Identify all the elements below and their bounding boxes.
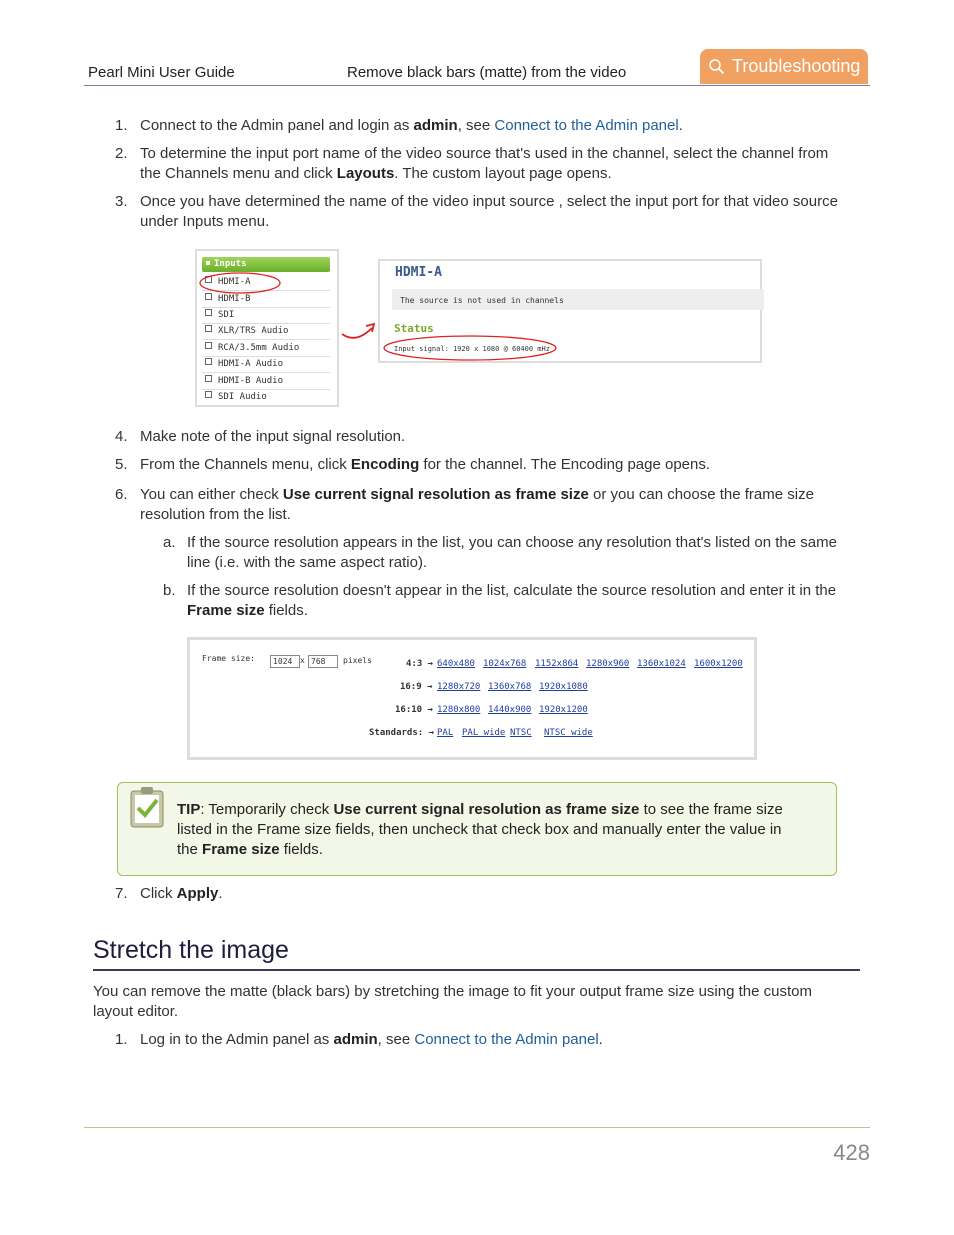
resolution-link[interactable]: 1920x1200 — [539, 705, 588, 715]
step-text: . — [598, 1031, 603, 1048]
input-item[interactable] — [202, 389, 330, 405]
aspect-label: Standards: → — [369, 728, 435, 738]
clipboard-check-icon — [128, 785, 166, 829]
admin-panel-link[interactable]: Connect to the Admin panel — [414, 1031, 599, 1048]
footer-rule — [84, 1127, 870, 1128]
step-text: resolution from the list. — [140, 506, 291, 523]
resolution-link[interactable]: 1024x768 — [483, 659, 527, 669]
step-text: or you can choose the frame size — [588, 486, 814, 503]
input-item-label: HDMI-B Audio — [218, 376, 284, 386]
curved-arrow-icon — [338, 318, 378, 344]
input-item[interactable] — [202, 340, 330, 357]
input-item[interactable] — [202, 323, 330, 340]
step-7 — [140, 884, 223, 904]
bold-term: Frame size — [187, 602, 265, 619]
step-text: the Channels menu and click — [140, 165, 337, 182]
tip-box — [117, 782, 837, 876]
substep-letter: a. — [163, 534, 176, 551]
resolution-link[interactable]: 1280x720 — [437, 682, 481, 692]
substep-letter: b. — [163, 582, 176, 599]
step-number: 3. — [115, 193, 128, 210]
aspect-label: 4:3 → — [406, 659, 434, 669]
step-number: 2. — [115, 145, 128, 162]
badge-label: Troubleshooting — [732, 56, 861, 76]
substep-a — [187, 533, 837, 573]
detail-title: HDMI-A — [395, 265, 442, 280]
step-text: , see — [377, 1031, 415, 1048]
frame-height-input[interactable]: 768 — [308, 655, 338, 668]
input-signal: Input signal: 1920 x 1080 @ 60400 mHz — [394, 345, 550, 353]
step-text: . The custom layout page opens. — [394, 165, 612, 182]
tip-label: TIP — [177, 801, 201, 818]
hdmi-detail-screenshot — [378, 259, 762, 363]
tip-text-part: to see the frame size — [639, 801, 783, 818]
paragraph-line: You can remove the matte (black bars) by stretching the image to fit your output frame size using the custom — [93, 983, 812, 1000]
tip-text-part: the — [177, 841, 203, 858]
resolution-link[interactable]: PAL wide — [462, 728, 506, 738]
section-paragraph — [93, 982, 812, 1022]
resolution-link[interactable]: NTSC wide — [544, 728, 593, 738]
step-number: 6. — [115, 486, 128, 503]
section-title: Remove black bars (matte) from the video — [347, 64, 627, 81]
resolution-link[interactable]: 640x480 — [437, 659, 475, 669]
step-text: From the Channels menu, click — [140, 456, 351, 473]
aspect-label: 16:10 → — [395, 705, 433, 715]
resolution-link[interactable]: 1360x1024 — [637, 659, 686, 669]
tip-text — [177, 800, 827, 860]
inputs-menu-header — [202, 257, 330, 272]
frame-x-label: x — [300, 656, 305, 665]
frame-unit-label: pixels — [343, 656, 372, 665]
step-text: under Inputs menu. — [140, 213, 270, 230]
resolution-link[interactable]: PAL — [437, 728, 454, 738]
step-3 — [140, 192, 838, 232]
status-title: Status — [394, 322, 434, 335]
section-heading: Stretch the image — [93, 936, 289, 964]
step-number: 5. — [115, 456, 128, 473]
frame-size-label: Frame size: — [202, 654, 255, 663]
step-number: 4. — [115, 428, 128, 445]
resolution-link[interactable]: 1280x960 — [586, 659, 630, 669]
step-text: for the channel. The Encoding page opens. — [419, 456, 711, 473]
bold-term: Apply — [176, 885, 219, 902]
highlight-circle — [198, 271, 284, 295]
page-number: 428 — [833, 1140, 870, 1165]
section-rule — [93, 969, 860, 971]
resolution-link[interactable]: 1440x900 — [488, 705, 532, 715]
resolution-link[interactable]: 1280x800 — [437, 705, 481, 715]
step-number: 1. — [115, 1031, 128, 1048]
input-item-label: HDMI-B — [218, 294, 251, 304]
step-6 — [140, 485, 814, 525]
resolution-link[interactable]: 1600x1200 — [694, 659, 743, 669]
input-item[interactable] — [202, 356, 330, 373]
stretch-step-1 — [140, 1030, 603, 1050]
inputs-sidebar-screenshot — [195, 249, 339, 407]
step-text: Once you have determined the name of the video input source , select the input port for that video source — [140, 193, 838, 210]
bold-term: Frame size — [202, 841, 280, 858]
step-text: You can either check — [140, 486, 283, 503]
aspect-label: 16:9 → — [400, 682, 433, 692]
paragraph-line: layout editor. — [93, 1003, 179, 1020]
tip-text-part: fields. — [279, 841, 323, 858]
step-text: To determine the input port name of the video source that's used in the channel, select the channel from — [140, 145, 829, 162]
bold-term: Encoding — [350, 456, 420, 473]
admin-panel-link[interactable]: Connect to the Admin panel — [494, 117, 679, 134]
input-item-label: RCA/3.5mm Audio — [218, 343, 300, 353]
step-1 — [140, 116, 683, 136]
resolution-link[interactable]: NTSC — [510, 728, 532, 738]
step-text: fields. — [264, 602, 308, 619]
step-text: Click — [140, 885, 177, 902]
bold-term: admin — [333, 1031, 378, 1048]
frame-size-screenshot — [187, 637, 757, 760]
bold-term: Layouts — [336, 165, 395, 182]
step-text: , see — [457, 117, 495, 134]
header-rule — [84, 85, 870, 86]
step-text: If the source resolution doesn't appear in the list, calculate the source resolution and enter it in the — [187, 582, 837, 599]
inputs-header-label: Inputs — [214, 259, 247, 269]
highlight-circle — [382, 333, 560, 363]
input-item-label: HDMI-A Audio — [218, 359, 284, 369]
step-text: line (i.e. with the same aspect ratio). — [187, 554, 428, 571]
step-text: . — [678, 117, 683, 134]
step-text: Log in to the Admin panel as — [140, 1031, 334, 1048]
input-item-label: SDI — [218, 310, 235, 320]
input-item-label: HDMI-A — [218, 277, 251, 287]
step-2 — [140, 144, 828, 184]
input-item-label: XLR/TRS Audio — [218, 326, 289, 336]
substep-b — [187, 581, 836, 621]
tip-text-part: listed in the Frame size fields, then uncheck that check box and manually enter the value in — [177, 821, 782, 838]
frame-width-input[interactable]: 1024 — [270, 655, 300, 668]
input-item[interactable] — [202, 373, 330, 390]
input-item-label: SDI Audio — [218, 392, 267, 402]
step-5 — [140, 455, 710, 475]
guide-title: Pearl Mini User Guide — [88, 64, 235, 81]
resolution-link[interactable]: 1152x864 — [535, 659, 579, 669]
step-text: . — [218, 885, 223, 902]
bold-term: admin — [413, 117, 458, 134]
resolution-link[interactable]: 1360x768 — [488, 682, 532, 692]
step-4: Make note of the input signal resolution. — [140, 428, 406, 445]
tip-text-part: : Temporarily check — [200, 801, 334, 818]
resolution-link[interactable]: 1920x1080 — [539, 682, 588, 692]
bold-term: Use current signal resolution as frame size — [282, 486, 589, 503]
step-number: 1. — [115, 117, 128, 134]
bold-term: Use current signal resolution as frame size — [333, 801, 640, 818]
step-text: Connect to the Admin panel and login as — [140, 117, 414, 134]
step-number: 7. — [115, 885, 128, 902]
step-text: If the source resolution appears in the list, you can choose any resolution that's listed on the same — [187, 534, 837, 551]
detail-note: The source is not used in channels — [400, 296, 564, 305]
input-item[interactable] — [202, 307, 330, 324]
troubleshooting-badge[interactable] — [700, 49, 868, 84]
search-icon — [708, 58, 726, 76]
